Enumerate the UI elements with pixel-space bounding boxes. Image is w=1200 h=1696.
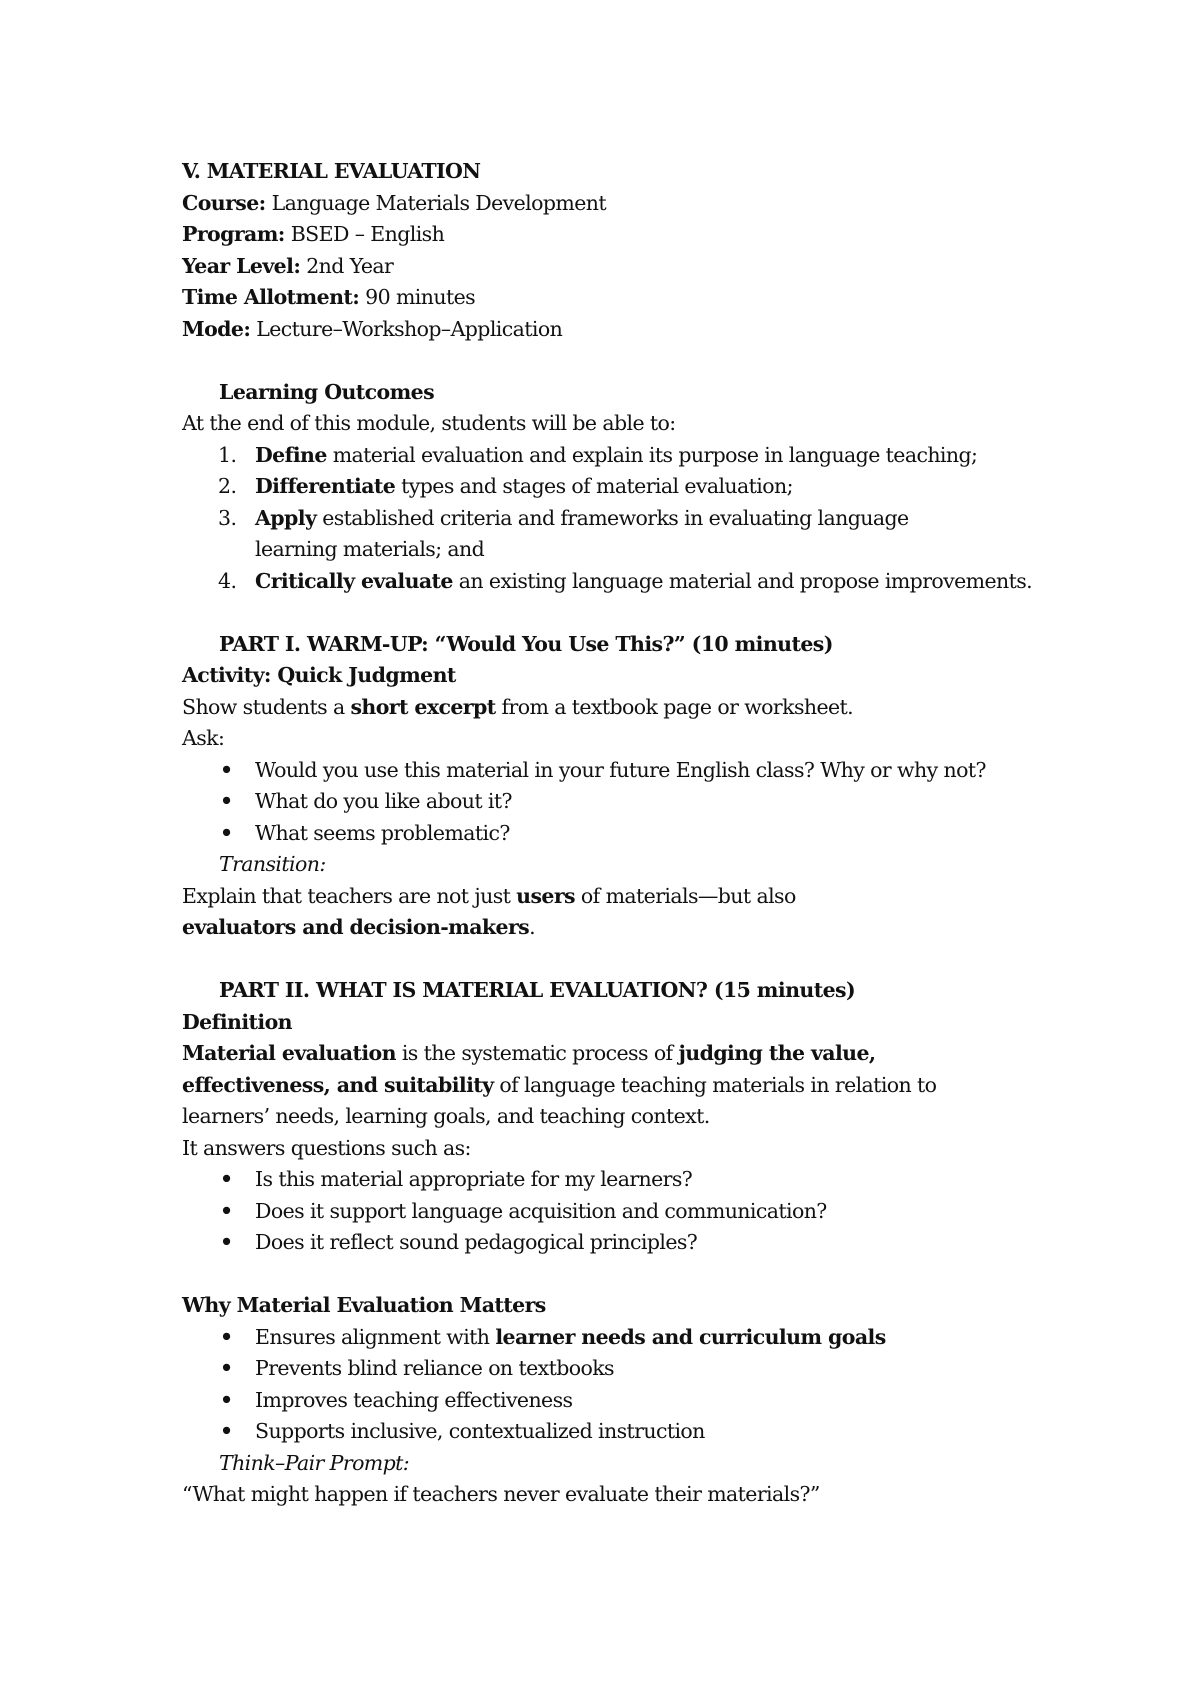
why-heading: Why Material Evaluation Matters [182, 1293, 546, 1317]
meta-label: Course: [182, 190, 266, 215]
ask-list [182, 755, 1062, 850]
list-item-text: Is this material appropriate for my learners? [255, 1167, 693, 1191]
spacer [182, 944, 1062, 976]
spacer [182, 597, 1062, 629]
spacer [182, 345, 1062, 377]
list-item-text: Does it support language acquisition and communication? [255, 1198, 827, 1223]
list-item [182, 1416, 1062, 1448]
list-item [182, 1227, 1062, 1259]
list-item [182, 1353, 1062, 1385]
list-number: 4. [218, 568, 237, 593]
bullet: • [220, 1167, 233, 1191]
list-number: 2. [218, 474, 237, 498]
bullet: • [220, 1230, 233, 1254]
list-item [182, 1164, 1062, 1196]
text-run: . [529, 915, 536, 939]
outcome-text: established criteria and frameworks in evaluating language learning materials; and [255, 505, 909, 561]
definition-heading: Definition [182, 1009, 292, 1034]
meta-label: Year Level: [182, 253, 301, 278]
meta-year-level [182, 251, 1062, 283]
transition-text [182, 881, 902, 944]
text-run: from a textbook page or worksheet. [495, 694, 854, 719]
list-item [182, 755, 1062, 787]
bullet: • [220, 1324, 233, 1349]
list-number: 3. [218, 505, 237, 530]
outcome-keyword: Critically evaluate [255, 568, 453, 593]
ask-label: Ask: [182, 726, 225, 750]
outcome-text: types and stages of material evaluation; [395, 474, 793, 498]
meta-value: 90 minutes [365, 285, 476, 309]
bullet: • [220, 789, 233, 813]
text-run: is the systematic process of [395, 1041, 679, 1065]
prompt-text: “What might happen if teachers never evaluate their materials?” [182, 1482, 820, 1506]
meta-value: Lecture–Workshop–Application [256, 316, 563, 341]
meta-course [182, 188, 1062, 220]
part-two-section [182, 975, 1062, 1511]
text-run: of language teaching materials in relation to learners’ needs, learning goals, and teaching context. [182, 1072, 937, 1128]
list-item-text: Supports inclusive, contextualized instruction [255, 1419, 705, 1443]
meta-label: Mode: [182, 316, 251, 341]
list-item-text: Would you use this material in your future English class? Why or why not? [255, 757, 986, 782]
list-item [182, 503, 1062, 566]
meta-time-allotment [182, 282, 1062, 314]
text-run: of materials—but also [575, 883, 796, 908]
text-run: Show students a [182, 694, 351, 719]
transition-label: Transition: [219, 852, 326, 876]
text-run-bold: short excerpt [350, 694, 496, 719]
list-item [182, 440, 1062, 472]
list-item-text: Does it reflect sound pedagogical principles? [255, 1230, 698, 1254]
meta-value: 2nd Year [306, 253, 394, 278]
outcome-text: material evaluation and explain its purpose in language teaching; [326, 442, 978, 467]
meta-program [182, 219, 1062, 251]
document-page [182, 156, 1062, 1511]
text-run: Explain that teachers are not just [182, 883, 517, 908]
meta-value: BSED – English [290, 222, 445, 246]
outcome-keyword: Apply [255, 505, 317, 530]
meta-label: Program: [182, 222, 285, 246]
activity-instruction [182, 692, 1062, 724]
list-item [182, 1322, 1062, 1354]
list-item-text: Ensures alignment with [255, 1324, 496, 1349]
bullet: • [220, 757, 233, 782]
part-one-section [182, 629, 1062, 944]
list-item [182, 1196, 1062, 1228]
outcomes-list [182, 440, 1062, 598]
why-list [182, 1322, 1062, 1448]
text-run-bold: evaluators and decision-makers [182, 915, 530, 939]
list-item-text: Prevents blind reliance on textbooks [255, 1356, 614, 1380]
list-item [182, 1385, 1062, 1417]
section-heading: PART I. WARM-UP: “Would You Use This?” (10 minutes) [219, 631, 833, 656]
bullet: • [220, 1356, 233, 1380]
answers-intro: It answers questions such as: [182, 1135, 471, 1160]
bullet: • [220, 1387, 233, 1412]
meta-mode [182, 314, 1062, 346]
outcome-keyword: Define [255, 442, 327, 467]
text-run-bold: users [516, 883, 576, 908]
text-run-bold: Material evaluation [182, 1041, 396, 1065]
activity-heading: Activity: Quick Judgment [182, 663, 456, 687]
prompt-label: Think–Pair Prompt: [219, 1450, 410, 1475]
list-number: 1. [218, 442, 237, 467]
meta-label: Time Allotment: [182, 285, 360, 309]
outcome-keyword: Differentiate [255, 474, 396, 498]
section-heading: Learning Outcomes [219, 379, 435, 404]
list-item [182, 566, 1062, 598]
definition-text [182, 1038, 1022, 1133]
list-item-text: Improves teaching effectiveness [255, 1387, 573, 1412]
bullet: • [220, 1419, 233, 1443]
bullet: • [220, 1198, 233, 1223]
meta-value: Language Materials Development [271, 190, 607, 215]
list-item [182, 818, 1062, 850]
bullet: • [220, 820, 233, 845]
questions-list [182, 1164, 1062, 1259]
outcome-text: an existing language material and propose improvements. [452, 568, 1033, 593]
list-item [182, 471, 1062, 503]
outcomes-intro: At the end of this module, students will be able to: [182, 411, 676, 435]
list-item-text: What do you like about it? [255, 789, 512, 813]
text-run-bold: judging the value, effectiveness, and suitability [182, 1041, 876, 1097]
module-meta [182, 188, 1062, 346]
section-heading: PART II. WHAT IS MATERIAL EVALUATION? (15 minutes) [219, 978, 856, 1002]
spacer [182, 1259, 1062, 1291]
list-item-text-bold: learner needs and curriculum goals [495, 1324, 886, 1349]
list-item [182, 786, 1062, 818]
learning-outcomes-section [182, 377, 1062, 598]
list-item-text: What seems problematic? [255, 820, 510, 845]
module-title: V. MATERIAL EVALUATION [182, 159, 481, 183]
